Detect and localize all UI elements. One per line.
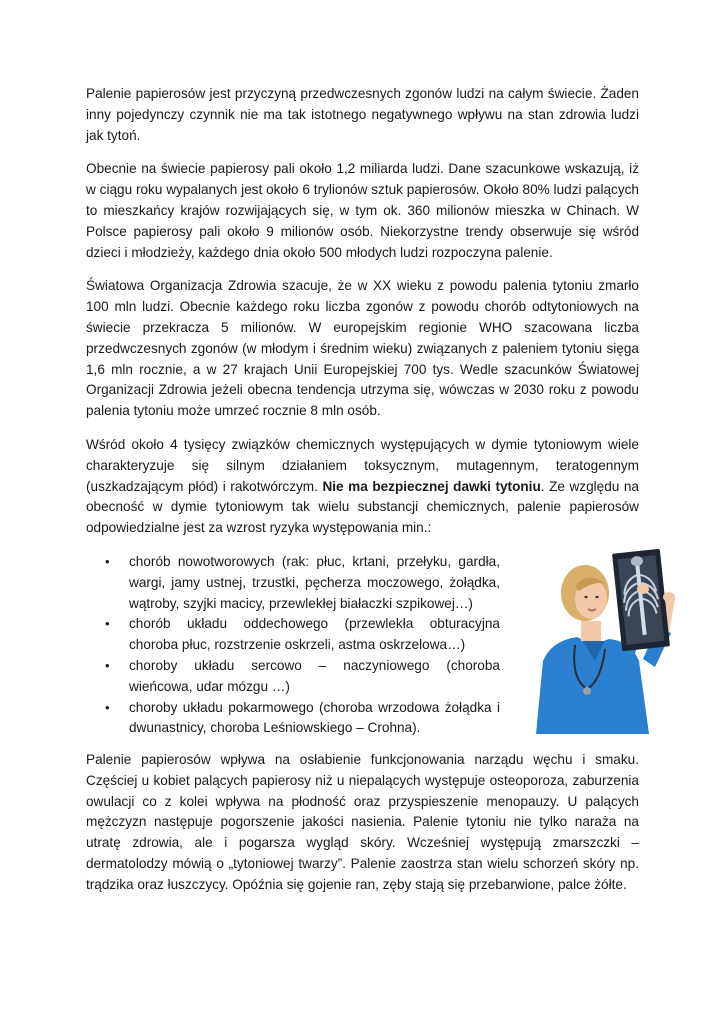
paragraph-chemicals-text-2: . Ze względu na obecność w dymie tytoniowym tak wielu substancji chemicznych, palenie papierosów odpowiedzialne jest za wzrost ryzyka występowania min.:: [86, 478, 639, 536]
diseases-list: [105, 552, 500, 739]
paragraph-statistics: Obecnie na świecie papierosy pali około 1,2 miliarda ludzi. Dane szacunkowe wskazują, iż w ciągu roku wypalanych jest około 6 trylionów sztuk papierosów. Około 80% ludzi palących to mieszkańcy krajów rozwijających się, w tym ok. 360 milionów mieszka w Chinach. W Polsce papierosy pali około 9 milionów osób. Niekorzystne trendy obserwuje się wśród dzieci i młodzieży, każdego dnia około 500 młodych ludzi rozpoczyna palenie.: [86, 161, 639, 260]
document-body: [86, 84, 639, 909]
bullet-icon: •: [105, 699, 110, 715]
paragraph-effects: Palenie papierosów wpływa na osłabienie funkcjonowania narządu węchu i smaku. Częściej u kobiet palących papierosy niż u niepalących występuje osteoporoza, zaburzenia owulacji co z kolei wpływa na płodność oraz przyspieszenie menopauzy. U palących mężczyzn następuje pogorszenie jakości nasienia. Palenie tytoniu nie tylko naraża na utratę zdrowia, ale i pogarsza wygląd skóry. Wcześniej występują zmarszczki – dermatolodzy mówią o „tytoniowej twarzy”. Palenie zaostrza stan wielu schorzeń skóry np. trądzika oraz łuszczycy. Opóźnia się gojenie ran, zęby stają się przebarwione, palce żółte.: [86, 751, 639, 892]
list-item-text: chorób nowotworowych (rak: płuc, krtani, przełyku, gardła, wargi, jamy ustnej, trzustki, pęcherza moczowego, żołądka, wątroby, szyjki macicy, przewlekłej białaczki szpikowej…): [129, 553, 500, 611]
list-item-text: choroby układu sercowo – naczyniowego (choroba wieńcowa, udar mózgu …): [129, 657, 500, 694]
paragraph-intro: Palenie papierosów jest przyczyną przedwczesnych zgonów ludzi na całym świecie. Żaden inny pojedynczy czynnik nie ma tak istotnego negatywnego wpływu na stan zdrowia ludzi jak tytoń.: [86, 86, 639, 143]
diseases-section: [86, 552, 639, 748]
paragraph-chemicals-bold: Nie ma bezpiecznej dawki tytoniu: [322, 478, 541, 494]
bullet-icon: •: [105, 657, 110, 673]
bullet-icon: •: [105, 616, 110, 632]
paragraph-chemicals: [86, 435, 639, 539]
paragraph-chemicals-text-1: Wśród około 4 tysięcy związków chemicznych występujących w dymie tytoniowym wiele charakteryzuje się silnym działaniem toksycznym, mutagennym, teratogennym (uszkadzającym płód) i rakotwórczym.: [86, 436, 639, 494]
bullet-icon: •: [105, 553, 110, 569]
list-item-text: chorób układu oddechowego (przewlekła obturacyjna choroba płuc, rozstrzenie oskrzeli, astma oskrzelowa…): [129, 616, 500, 653]
list-item: [105, 656, 500, 698]
list-item: [105, 698, 500, 740]
doctor-with-xray-image: [531, 549, 681, 734]
list-item-text: choroby układu pokarmowego (choroba wrzodowa żołądka i dwunastnicy, choroba Leśniowskiego – Crohna).: [129, 699, 500, 736]
paragraph-who: Światowa Organizacja Zdrowia szacuje, że w XX wieku z powodu palenia tytoniu zmarło 100 mln ludzi. Obecnie każdego roku liczba zgonów z powodu chorób odtytoniowych na świecie przekracza 5 milionów. W europejskim regionie WHO szacowana liczba przedwczesnych zgonów (w młodym i średnim wieku) związanych z paleniem tytoniu sięga 1,6 mln rocznie, a w 27 krajach Unii Europejskiej 700 tys. Wedle szacunków Światowej Organizacji Zdrowia jeżeli obecna tendencja utrzyma się, wówczas w 2030 roku z powodu palenia tytoniu może umrzeć rocznie 8 mln osób.: [86, 278, 639, 419]
list-item: [105, 614, 500, 656]
list-item: [105, 552, 500, 614]
